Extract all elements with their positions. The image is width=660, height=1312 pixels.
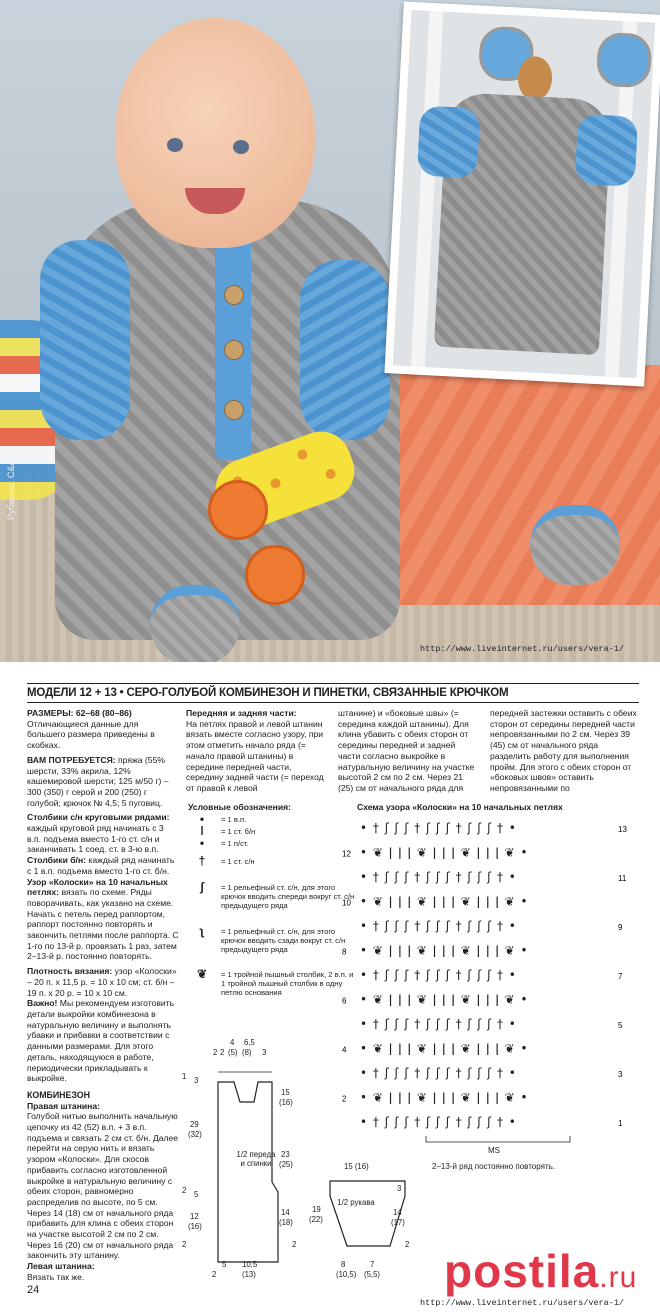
slip-stitch-symbol: • bbox=[199, 836, 205, 850]
baby-eye bbox=[167, 138, 183, 152]
legend-item bbox=[188, 812, 358, 826]
dim-right-15: 15 bbox=[281, 1088, 290, 1097]
orange-pillow bbox=[360, 365, 660, 605]
baby-mouth bbox=[185, 188, 245, 214]
toy-spot bbox=[269, 477, 282, 490]
bootie-left bbox=[150, 585, 240, 662]
dim-top-4: 4 bbox=[230, 1038, 235, 1047]
dim-left-5: 5 bbox=[194, 1190, 199, 1199]
chart-row-symbols: • ❦ ǀ ǀ ǀ ❦ ǀ ǀ ǀ ❦ ǀ ǀ ǀ ❦ • bbox=[360, 1041, 529, 1056]
legend-item bbox=[188, 924, 358, 954]
text-column-4 bbox=[490, 708, 640, 794]
dim-right-25: (25) bbox=[279, 1160, 293, 1169]
legend-text: = 1 рельефный ст. с/н, для этого крючок вводить сзади вокруг ст. с/н предыдущего ряда bbox=[221, 927, 346, 954]
romper-button bbox=[224, 400, 244, 420]
text-column-1 bbox=[27, 708, 179, 1287]
chain-symbol: • bbox=[199, 812, 205, 826]
baby-face bbox=[115, 18, 315, 248]
legend-text: = 1 рельефный ст. с/н, для этого крючок вводить спереди вокруг ст. с/н предыдущего ряда bbox=[221, 883, 355, 910]
repeat-label: MS bbox=[488, 1146, 500, 1155]
toy-spot bbox=[296, 448, 309, 461]
sleeve-bottom-7: 7 bbox=[370, 1260, 375, 1269]
pattern-label: Узор «Колоски» на 10 начальных петлях: bbox=[27, 876, 168, 898]
watermark-url-bottom[interactable]: http://www.liveinternet.ru/users/vera-1/ bbox=[420, 1298, 625, 1308]
chart-row-number: 9 bbox=[618, 923, 623, 932]
back-post-dc-symbol: ʅ bbox=[200, 924, 204, 938]
round-text: каждый круговой ряд начинать с 3 в.п. подъема вместо 1-го ст. с/н и заканчивать 1 соед. ст. в 3-ю в.п. bbox=[27, 823, 164, 855]
chart-row-symbols: • † ʃ ʃ ʃ † ʃ ʃ ʃ † ʃ ʃ ʃ † • bbox=[360, 1017, 517, 1031]
toy-wheel bbox=[245, 545, 305, 605]
dim-left-2b: 2 bbox=[182, 1240, 187, 1249]
gauge-label: Плотность вязания: bbox=[27, 966, 113, 977]
text-column-2 bbox=[186, 708, 331, 794]
sizes-label: РАЗМЕРЫ: bbox=[27, 708, 74, 718]
inset-romper-sleeve bbox=[417, 105, 481, 178]
chart-note: 2–13-й ряд постоянно повторять. bbox=[432, 1162, 556, 1171]
sleeve-bottom-10-5: (10,5) bbox=[336, 1270, 357, 1279]
romper-right-sleeve bbox=[300, 260, 390, 440]
chart-row-symbols: • † ʃ ʃ ʃ † ʃ ʃ ʃ † ʃ ʃ ʃ † • bbox=[360, 1115, 517, 1129]
romper-button bbox=[224, 285, 244, 305]
front-post-dc-symbol: ʃ bbox=[200, 880, 204, 894]
page-number: 24 bbox=[27, 1284, 40, 1296]
front-back-label: Передняя и задняя части: bbox=[186, 708, 297, 718]
legend-title: Условные обозначения: bbox=[188, 802, 291, 812]
legend-text: = 1 ст. с/н bbox=[221, 857, 255, 866]
chart-row-symbols: • ❦ ǀ ǀ ǀ ❦ ǀ ǀ ǀ ❦ ǀ ǀ ǀ ❦ • bbox=[360, 845, 529, 860]
inset-photo bbox=[384, 1, 660, 386]
sizes-value: 62–68 (80–86) bbox=[75, 708, 132, 718]
chart-row-number: 2 bbox=[342, 1094, 347, 1104]
dim-right-14: 14 bbox=[281, 1208, 290, 1217]
logo-suffix: .ru bbox=[599, 1261, 638, 1294]
sc-symbol: ǀ bbox=[200, 824, 204, 838]
inset-bootie bbox=[596, 32, 653, 89]
sleeve-right-3: 3 bbox=[397, 1184, 402, 1193]
chart-row-symbols: • ❦ ǀ ǀ ǀ ❦ ǀ ǀ ǀ ❦ ǀ ǀ ǀ ❦ • bbox=[360, 943, 529, 958]
important-label: Важно! bbox=[27, 998, 58, 1009]
sizes-note: Отличающиеся данные для большего размера приведены в скобках. bbox=[27, 718, 155, 751]
front-back-text: На петлях правой и левой штанин вязать вместе согласно узору, при этом отметить начало ряда (= начало правой штанины) в середине передней части, середину задней части (= переход от правой к левой bbox=[186, 718, 324, 793]
chart-row-symbols: • † ʃ ʃ ʃ † ʃ ʃ ʃ † ʃ ʃ ʃ † • bbox=[360, 1066, 517, 1080]
chart-row-number: 6 bbox=[342, 996, 347, 1006]
legend-text: = 1 в.п. bbox=[221, 815, 247, 824]
sleeve-right-14: 14 bbox=[393, 1208, 402, 1217]
dim-top-2b: 2 bbox=[220, 1048, 225, 1057]
right-leg-label: Правая штанина: bbox=[27, 1100, 101, 1111]
chart-row-number: 7 bbox=[618, 972, 623, 981]
dim-top-8: (8) bbox=[242, 1048, 252, 1057]
chart-row-number: 11 bbox=[618, 874, 627, 883]
inset-romper-sleeve bbox=[575, 114, 639, 187]
dim-right-18: (18) bbox=[279, 1218, 293, 1227]
sleeve-center-label: 1/2 рукава bbox=[337, 1198, 375, 1207]
col4-text: передней застежки оставить с обеих сторон от середины передней части непровязанными по 2 см. Через 39 (45) см от начального ряда разделить работу для выполнения пройм. Для этого с обеих сторон от «боковых швов» оставить непровязанными по bbox=[490, 708, 637, 793]
dim-left-16: (16) bbox=[188, 1222, 202, 1231]
round-label: Столбики с/н круговыми рядами: bbox=[27, 812, 170, 823]
stitch-chart bbox=[340, 814, 630, 1154]
sleeve-right-17: (17) bbox=[391, 1218, 405, 1227]
chart-row-number: 8 bbox=[342, 947, 347, 957]
chart-row-number: 1 bbox=[618, 1119, 623, 1128]
sleeve-right-2: 2 bbox=[405, 1240, 410, 1249]
logo-text: postila bbox=[444, 1245, 600, 1297]
legend-item bbox=[188, 880, 358, 910]
chart-row-symbols: • † ʃ ʃ ʃ † ʃ ʃ ʃ † ʃ ʃ ʃ † • bbox=[360, 968, 517, 982]
dc-symbol: † bbox=[198, 854, 206, 868]
photo-credit: Рубашка: C&A bbox=[6, 459, 16, 520]
sleeve-bottom-5-5: (5,5) bbox=[364, 1270, 381, 1279]
teddy-bear bbox=[517, 56, 553, 102]
gauge-text: узор «Колоски» – 20 п. х 11,5 р. = 10 х 10 см; ст. б/н – 19 п. х 20 р. = 10 х 10 см. bbox=[27, 966, 177, 998]
chart-row-symbols: • † ʃ ʃ ʃ † ʃ ʃ ʃ † ʃ ʃ ʃ † • bbox=[360, 870, 517, 884]
toy-wheel bbox=[208, 480, 268, 540]
sleeve-left-22: (22) bbox=[309, 1215, 323, 1224]
dim-left-12: 12 bbox=[190, 1212, 199, 1221]
sleeve-left-19: 19 bbox=[312, 1205, 321, 1214]
dim-right-2: 2 bbox=[292, 1240, 297, 1249]
section-header: МОДЕЛИ 12 + 13 • СЕРО-ГОЛУБОЙ КОМБИНЕЗОН И ПИНЕТКИ, СВЯЗАННЫЕ КРЮЧКОМ bbox=[27, 683, 639, 703]
postila-logo[interactable] bbox=[444, 1244, 637, 1298]
sc-label: Столбики б/н: bbox=[27, 855, 86, 866]
bootie-right bbox=[530, 505, 620, 585]
dim-top-2a: 2 bbox=[213, 1048, 218, 1057]
sleeve-top-width: 15 (16) bbox=[344, 1162, 369, 1171]
chart-row-number: 3 bbox=[618, 1070, 623, 1079]
toy-spot bbox=[324, 468, 337, 481]
inset-photo-inner bbox=[393, 10, 655, 378]
chart-row-symbols: • ❦ ǀ ǀ ǀ ❦ ǀ ǀ ǀ ❦ ǀ ǀ ǀ ❦ • bbox=[360, 894, 529, 909]
needed-label: ВАМ ПОТРЕБУЕТСЯ: bbox=[27, 754, 116, 765]
dim-bottom-2: 2 bbox=[212, 1270, 217, 1279]
chart-row-number: 13 bbox=[618, 825, 627, 834]
left-leg-text: Вязать так же. bbox=[27, 1271, 85, 1282]
legend-item bbox=[188, 967, 358, 997]
chart-row-symbols: • † ʃ ʃ ʃ † ʃ ʃ ʃ † ʃ ʃ ʃ † • bbox=[360, 919, 517, 933]
dim-right-16: (16) bbox=[279, 1098, 293, 1107]
baby-eye bbox=[233, 140, 249, 154]
left-leg-label: Левая штанина: bbox=[27, 1261, 95, 1272]
dim-left-1: 1 bbox=[182, 1072, 187, 1081]
dim-left-32: (32) bbox=[188, 1130, 202, 1139]
chart-row-number: 12 bbox=[342, 849, 351, 859]
combi-title: КОМБИНЕЗОН bbox=[27, 1089, 90, 1100]
chart-row-symbols: • ❦ ǀ ǀ ǀ ❦ ǀ ǀ ǀ ❦ ǀ ǀ ǀ ❦ • bbox=[360, 1090, 529, 1105]
dim-left-29: 29 bbox=[190, 1120, 199, 1129]
dim-left-2a: 2 bbox=[182, 1186, 187, 1195]
legend-text: = 1 тройной пышный столбик, 2 в.п. и 1 тройной пышный столбик в одну петлю основания bbox=[221, 970, 354, 997]
dim-bottom-10-5: 10,5 bbox=[242, 1260, 258, 1269]
chart-title: Схема узора «Колоски» на 10 начальных петлях bbox=[357, 802, 563, 812]
text-column-3 bbox=[338, 708, 480, 794]
dim-top-3: 3 bbox=[262, 1048, 267, 1057]
legend-text: = 1 п/ст. bbox=[221, 839, 249, 848]
chart-row-symbols: • ❦ ǀ ǀ ǀ ❦ ǀ ǀ ǀ ❦ ǀ ǀ ǀ ❦ • bbox=[360, 992, 529, 1007]
needed-text: пряжа (55% шерсти, 33% акрила, 12% кашемировой шерсти; 125 м/50 г) – 300 (350) г серой и 200 (250) г голубой; крючок № 4,5; 5 пуговиц. bbox=[27, 754, 169, 808]
body-center-label: 1/2 переда и спинки bbox=[236, 1150, 276, 1168]
legend-text: = 1 ст. б/н bbox=[221, 827, 256, 836]
romper-button bbox=[224, 340, 244, 360]
dim-top-6-5: 6,5 bbox=[244, 1038, 255, 1047]
sc-text: каждый ряд начинать с 1 в.п. подъема вместо 1-го ст. б/н. bbox=[27, 855, 175, 876]
legend-item bbox=[188, 824, 358, 838]
right-leg-text: Голубой нитью выполнить начальную цепочку из 42 (52) в.п. + 3 в.п. подъема и связать 2 см ст. б/н. Далее перейти на серую нить и вязать узором «Колоски». Для скосов прибавить согласно изготовленной выкройке в натуральную величину с обеих сторон, равномерно распределив по высоте, по 5 см. Через 14 (18) см от начального ряда прибавить для клина с обеих сторон на участке высотой 2 см по 2 см. Через 16 (20) см от начального ряда закончить эту штанину. bbox=[27, 1111, 179, 1261]
puff-stitch-symbol: ❦ bbox=[196, 967, 208, 981]
chart-row-number: 10 bbox=[342, 898, 351, 908]
dim-right-23: 23 bbox=[281, 1150, 290, 1159]
pattern-text: вязать по схеме. Ряды поворачивать, как указано на схеме. Начать с петель перед раппортом, раппорт постоянно повторять и закончить петлями после раппорта. С 1-го по 13-й р. провязать 1 раз, затем 2–13-й р. постоянно повторять. bbox=[27, 887, 179, 962]
important-text: Мы рекомендуем изготовить детали выкройки комбинезона в натуральную величину и выполнять убавки и прибавки в соответствии с данными размерами. Для этого деталь, находящуюся в работе, периодически прикладывать к выкройке. bbox=[27, 998, 175, 1084]
watermark-url-top[interactable]: http://www.liveinternet.ru/users/vera-1/ bbox=[420, 644, 625, 654]
dim-bottom-5: 5 bbox=[222, 1260, 227, 1269]
dim-bottom-13: (13) bbox=[242, 1270, 256, 1279]
sleeve-bottom-8: 8 bbox=[341, 1260, 346, 1269]
body-outline bbox=[218, 1082, 278, 1262]
legend-item bbox=[188, 836, 358, 850]
col3-text: штанине) и «боковые швы» (= середина каждой штанины). Для клина убавить с обеих сторон от середины передней и задней части согласно выкройке в натуральную величину на участке высотой 2 см по 2 см. Через 21 (25) см от начального ряда для bbox=[338, 708, 475, 793]
romper-left-sleeve bbox=[40, 240, 130, 440]
dim-top-5: (5) bbox=[228, 1048, 238, 1057]
chart-row-number: 4 bbox=[342, 1045, 347, 1055]
dim-left-3: 3 bbox=[194, 1076, 199, 1085]
chart-row-symbols: • † ʃ ʃ ʃ † ʃ ʃ ʃ † ʃ ʃ ʃ † • bbox=[360, 821, 517, 835]
chart-row-number: 5 bbox=[618, 1021, 623, 1030]
repeat-bracket bbox=[426, 1136, 570, 1142]
